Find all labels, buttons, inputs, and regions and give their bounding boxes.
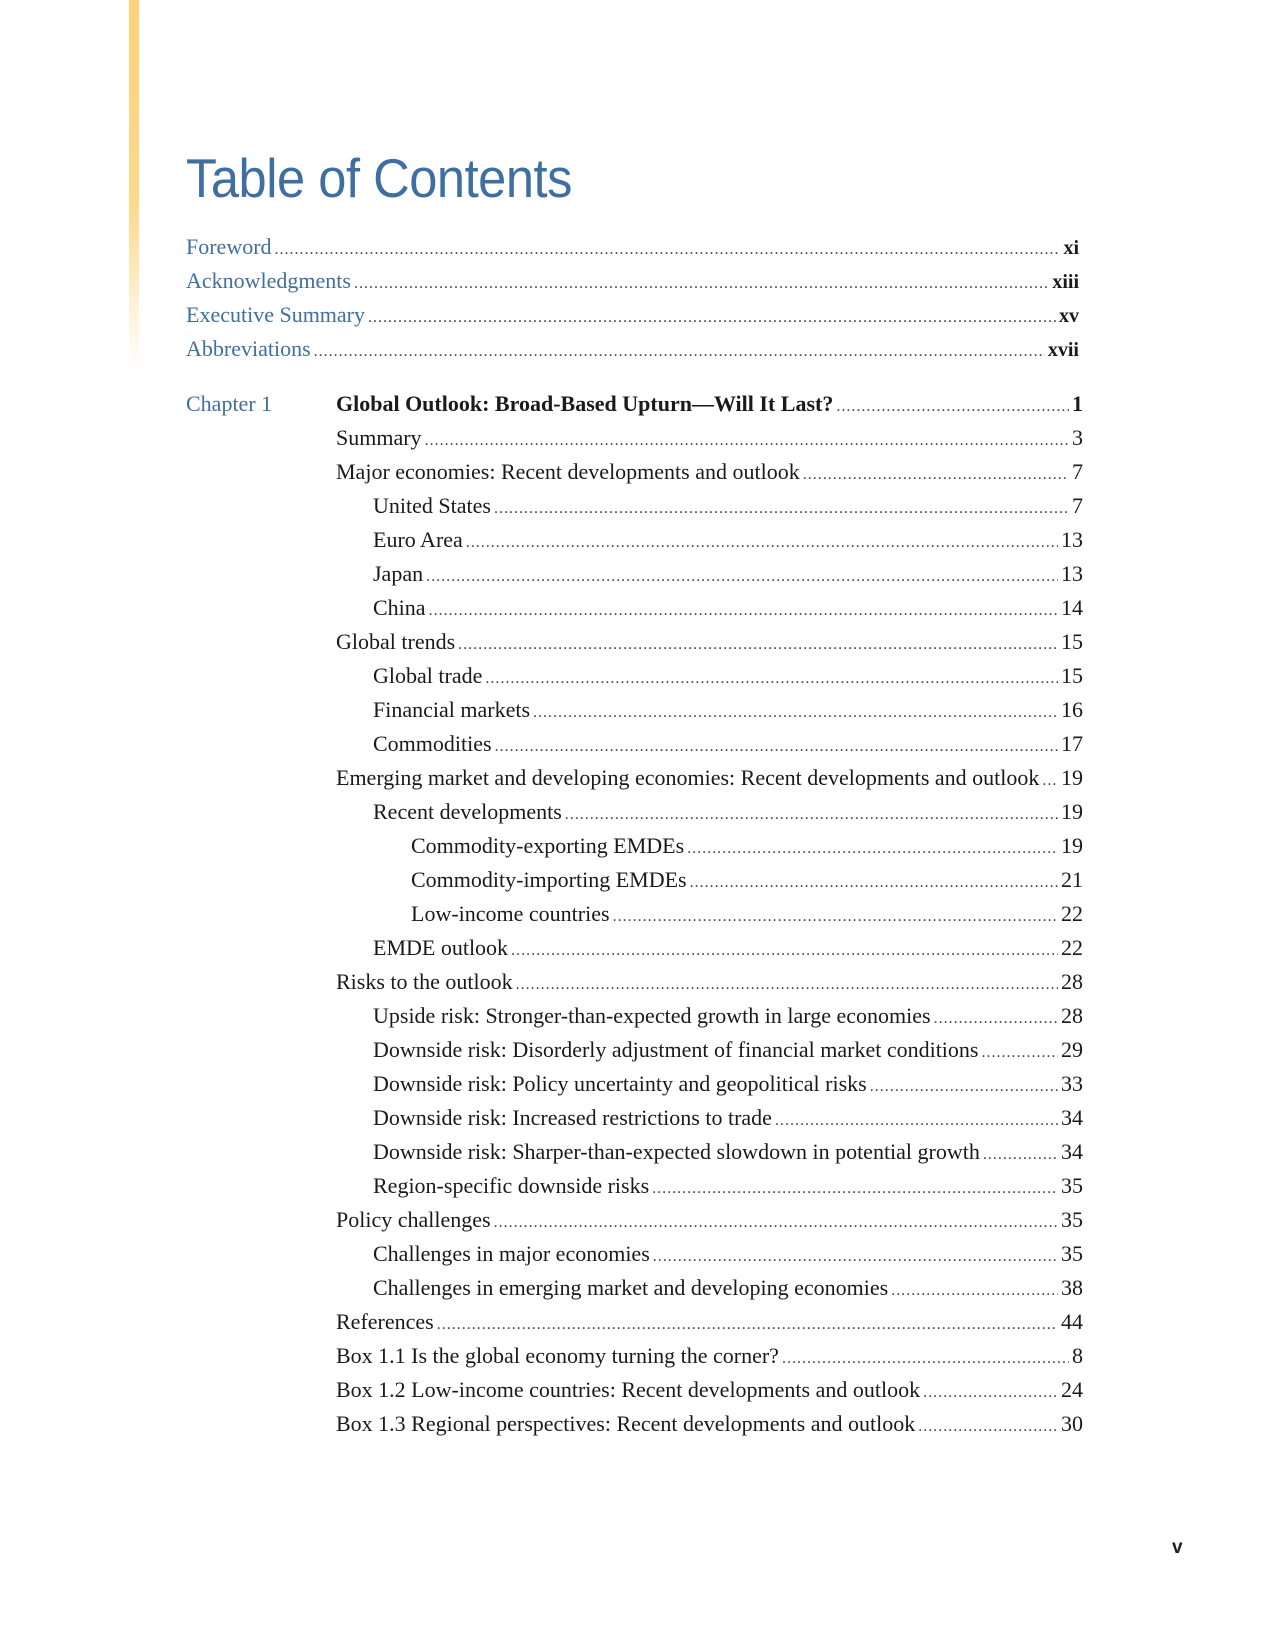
toc-entry[interactable] — [373, 1067, 1083, 1101]
toc-entry-label[interactable]: Commodities — [373, 731, 492, 756]
toc-entry-executive-summary[interactable] — [186, 298, 1079, 332]
toc-entry-label[interactable]: Acknowledgments — [186, 268, 351, 293]
dot-leader — [687, 832, 1058, 866]
dot-leader — [565, 798, 1058, 832]
toc-entry[interactable] — [411, 863, 1083, 897]
toc-entry-label[interactable]: Policy challenges — [336, 1207, 491, 1232]
toc-page-number: 34 — [1061, 1139, 1083, 1164]
toc-entry-label[interactable]: Downside risk: Disorderly adjustment of financial market conditions — [373, 1037, 979, 1062]
toc-entry[interactable] — [336, 1373, 1083, 1407]
decorative-side-bar — [129, 0, 139, 370]
toc-entry-foreword[interactable] — [186, 230, 1079, 264]
dot-leader — [458, 628, 1058, 662]
toc-page-number: 16 — [1061, 697, 1083, 722]
toc-entry[interactable] — [336, 1203, 1083, 1237]
toc-entry[interactable] — [373, 1271, 1083, 1305]
toc-entry-label[interactable]: Major economies: Recent developments and outlook — [336, 459, 800, 484]
toc-entry[interactable] — [336, 1407, 1083, 1441]
toc-entry-label[interactable]: Downside risk: Increased restrictions to trade — [373, 1105, 772, 1130]
dot-leader — [494, 1206, 1058, 1240]
toc-entry-label[interactable]: Global Outlook: Broad-Based Upturn—Will It Last? — [336, 391, 834, 416]
toc-page-number: 35 — [1061, 1241, 1083, 1266]
toc-entry-label[interactable]: Global trends — [336, 629, 456, 654]
toc-entry[interactable] — [336, 761, 1083, 795]
toc-page-number: 38 — [1061, 1275, 1083, 1300]
toc-entry-label[interactable]: Commodity-exporting EMDEs — [411, 833, 685, 858]
toc-page-number: 34 — [1061, 1105, 1083, 1130]
toc-page-number: 28 — [1061, 1003, 1083, 1028]
dot-leader — [511, 934, 1058, 968]
dot-leader — [613, 900, 1058, 934]
dot-leader — [485, 662, 1058, 696]
toc-page-number: 22 — [1061, 935, 1083, 960]
toc-entry[interactable] — [373, 693, 1083, 727]
toc-page-number: 21 — [1061, 867, 1083, 892]
dot-leader — [891, 1274, 1058, 1308]
toc-entry-label[interactable]: Region-specific downside risks — [373, 1173, 650, 1198]
toc-entry[interactable] — [373, 1237, 1083, 1271]
toc-entry-label[interactable]: Challenges in emerging market and developing economies — [373, 1275, 889, 1300]
toc-entry[interactable] — [336, 421, 1083, 455]
toc-entry[interactable] — [373, 1169, 1083, 1203]
toc-page-number: 19 — [1061, 765, 1083, 790]
toc-entry[interactable] — [373, 557, 1083, 591]
toc-entry[interactable] — [373, 591, 1083, 625]
toc-entry[interactable] — [373, 489, 1083, 523]
toc-entry-label[interactable]: Foreword — [186, 234, 272, 259]
toc-entry-label[interactable]: Global trade — [373, 663, 483, 688]
toc-page-number: 1 — [1072, 391, 1083, 416]
toc-entry-label[interactable]: Executive Summary — [186, 302, 366, 327]
toc-entry[interactable] — [373, 727, 1083, 761]
toc-page-number: 19 — [1061, 833, 1083, 858]
toc-entry-label[interactable]: Box 1.2 Low-income countries: Recent developments and outlook — [336, 1377, 921, 1402]
page-folio: v — [1172, 1537, 1183, 1558]
dot-leader — [690, 866, 1058, 900]
dot-leader — [354, 267, 1049, 301]
toc-page-number: 13 — [1061, 527, 1083, 552]
dot-leader — [494, 492, 1069, 526]
toc-page-number: xv — [1059, 305, 1079, 327]
toc-page-number: 33 — [1061, 1071, 1083, 1096]
toc-entry-abbreviations[interactable] — [186, 332, 1079, 366]
toc-page-number: xiii — [1052, 271, 1079, 293]
toc-page-number: 22 — [1061, 901, 1083, 926]
toc-page-number: 15 — [1061, 663, 1083, 688]
toc-page-number: 44 — [1061, 1309, 1083, 1334]
toc-entry[interactable] — [336, 625, 1083, 659]
dot-leader — [923, 1376, 1058, 1410]
toc-entry[interactable] — [373, 659, 1083, 693]
toc-entry-label[interactable]: Summary — [336, 425, 422, 450]
toc-entry-label[interactable]: EMDE outlook — [373, 935, 509, 960]
dot-leader — [429, 594, 1058, 628]
toc-page-number: 24 — [1061, 1377, 1083, 1402]
toc-entry-label[interactable]: Financial markets — [373, 697, 531, 722]
toc-entry-label[interactable]: Downside risk: Policy uncertainty and geopolitical risks — [373, 1071, 867, 1096]
dot-leader — [652, 1172, 1058, 1206]
toc-page-number: 7 — [1072, 459, 1083, 484]
toc-entry-label[interactable]: Risks to the outlook — [336, 969, 513, 994]
toc-entry-label[interactable]: Japan — [373, 561, 424, 586]
dot-leader — [934, 1002, 1058, 1036]
toc-entry[interactable] — [336, 455, 1083, 489]
toc-entry-label[interactable]: Recent developments — [373, 799, 562, 824]
toc-page-number: 15 — [1061, 629, 1083, 654]
dot-leader — [981, 1036, 1058, 1070]
toc-entry[interactable] — [411, 829, 1083, 863]
toc-entry-label[interactable]: Emerging market and developing economies: Recent developments and outlook — [336, 765, 1040, 790]
toc-entry-label[interactable]: China — [373, 595, 426, 620]
toc-entry-label[interactable]: Abbreviations — [186, 336, 311, 361]
toc-entry-label[interactable]: Euro Area — [373, 527, 463, 552]
toc-entry-label[interactable]: Downside risk: Sharper-than-expected slowdown in potential growth — [373, 1139, 980, 1164]
toc-entry[interactable] — [336, 1305, 1083, 1339]
toc-entry-label[interactable]: Box 1.3 Regional perspectives: Recent developments and outlook — [336, 1411, 916, 1436]
toc-page-number: 14 — [1061, 595, 1083, 620]
toc-entry-label[interactable]: Upside risk: Stronger-than-expected growth in large economies — [373, 1003, 931, 1028]
toc-page-number: 35 — [1061, 1207, 1083, 1232]
toc-page-number: 28 — [1061, 969, 1083, 994]
dot-leader — [533, 696, 1058, 730]
toc-page-number: 29 — [1061, 1037, 1083, 1062]
toc-entry[interactable] — [373, 931, 1083, 965]
toc-entry[interactable] — [336, 965, 1083, 999]
toc-entry[interactable] — [373, 795, 1083, 829]
dot-leader — [425, 424, 1069, 458]
dot-leader — [495, 730, 1058, 764]
dot-leader — [870, 1070, 1058, 1104]
toc-entry-label[interactable]: Challenges in major economies — [373, 1241, 650, 1266]
dot-leader — [983, 1138, 1058, 1172]
chapter-label: Chapter 1 — [186, 391, 273, 416]
toc-entry-label[interactable]: Low-income countries — [411, 901, 610, 926]
dot-leader — [466, 526, 1058, 560]
dot-leader — [782, 1342, 1069, 1376]
dot-leader — [368, 301, 1056, 335]
dot-leader — [1042, 764, 1058, 798]
toc-entry-acknowledgments[interactable] — [186, 264, 1079, 298]
toc-page-number: 17 — [1061, 731, 1083, 756]
toc-entry-chapter-title[interactable] — [336, 387, 1083, 421]
toc-page-number: 30 — [1061, 1411, 1083, 1436]
toc-entry[interactable] — [373, 999, 1083, 1033]
toc-page-number: xi — [1063, 237, 1079, 259]
dot-leader — [437, 1308, 1058, 1342]
toc-entry-label[interactable]: References — [336, 1309, 434, 1334]
toc-entry[interactable] — [411, 897, 1083, 931]
toc-entry[interactable] — [373, 1101, 1083, 1135]
toc-entry-label[interactable]: Commodity-importing EMDEs — [411, 867, 687, 892]
toc-entry[interactable] — [373, 1135, 1083, 1169]
dot-leader — [803, 458, 1069, 492]
toc-page-number: 35 — [1061, 1173, 1083, 1198]
page-title: Table of Contents — [186, 147, 572, 209]
toc-entry[interactable] — [373, 523, 1083, 557]
dot-leader — [275, 233, 1061, 267]
toc-entry[interactable] — [373, 1033, 1083, 1067]
toc-page-number: 13 — [1061, 561, 1083, 586]
dot-leader — [836, 390, 1069, 424]
toc-page-number: 7 — [1072, 493, 1083, 518]
dot-leader — [426, 560, 1058, 594]
toc-page-number: 19 — [1061, 799, 1083, 824]
toc-entry-label[interactable]: Box 1.1 Is the global economy turning the corner? — [336, 1343, 779, 1368]
toc-page-number: xvii — [1047, 339, 1079, 361]
toc-page-number: 3 — [1072, 425, 1083, 450]
dot-leader — [918, 1410, 1058, 1444]
dot-leader — [775, 1104, 1058, 1138]
dot-leader — [653, 1240, 1058, 1274]
dot-leader — [314, 335, 1045, 369]
toc-entry-label[interactable]: United States — [373, 493, 491, 518]
dot-leader — [516, 968, 1058, 1002]
toc-page-number: 8 — [1072, 1343, 1083, 1368]
toc-entry[interactable] — [336, 1339, 1083, 1373]
